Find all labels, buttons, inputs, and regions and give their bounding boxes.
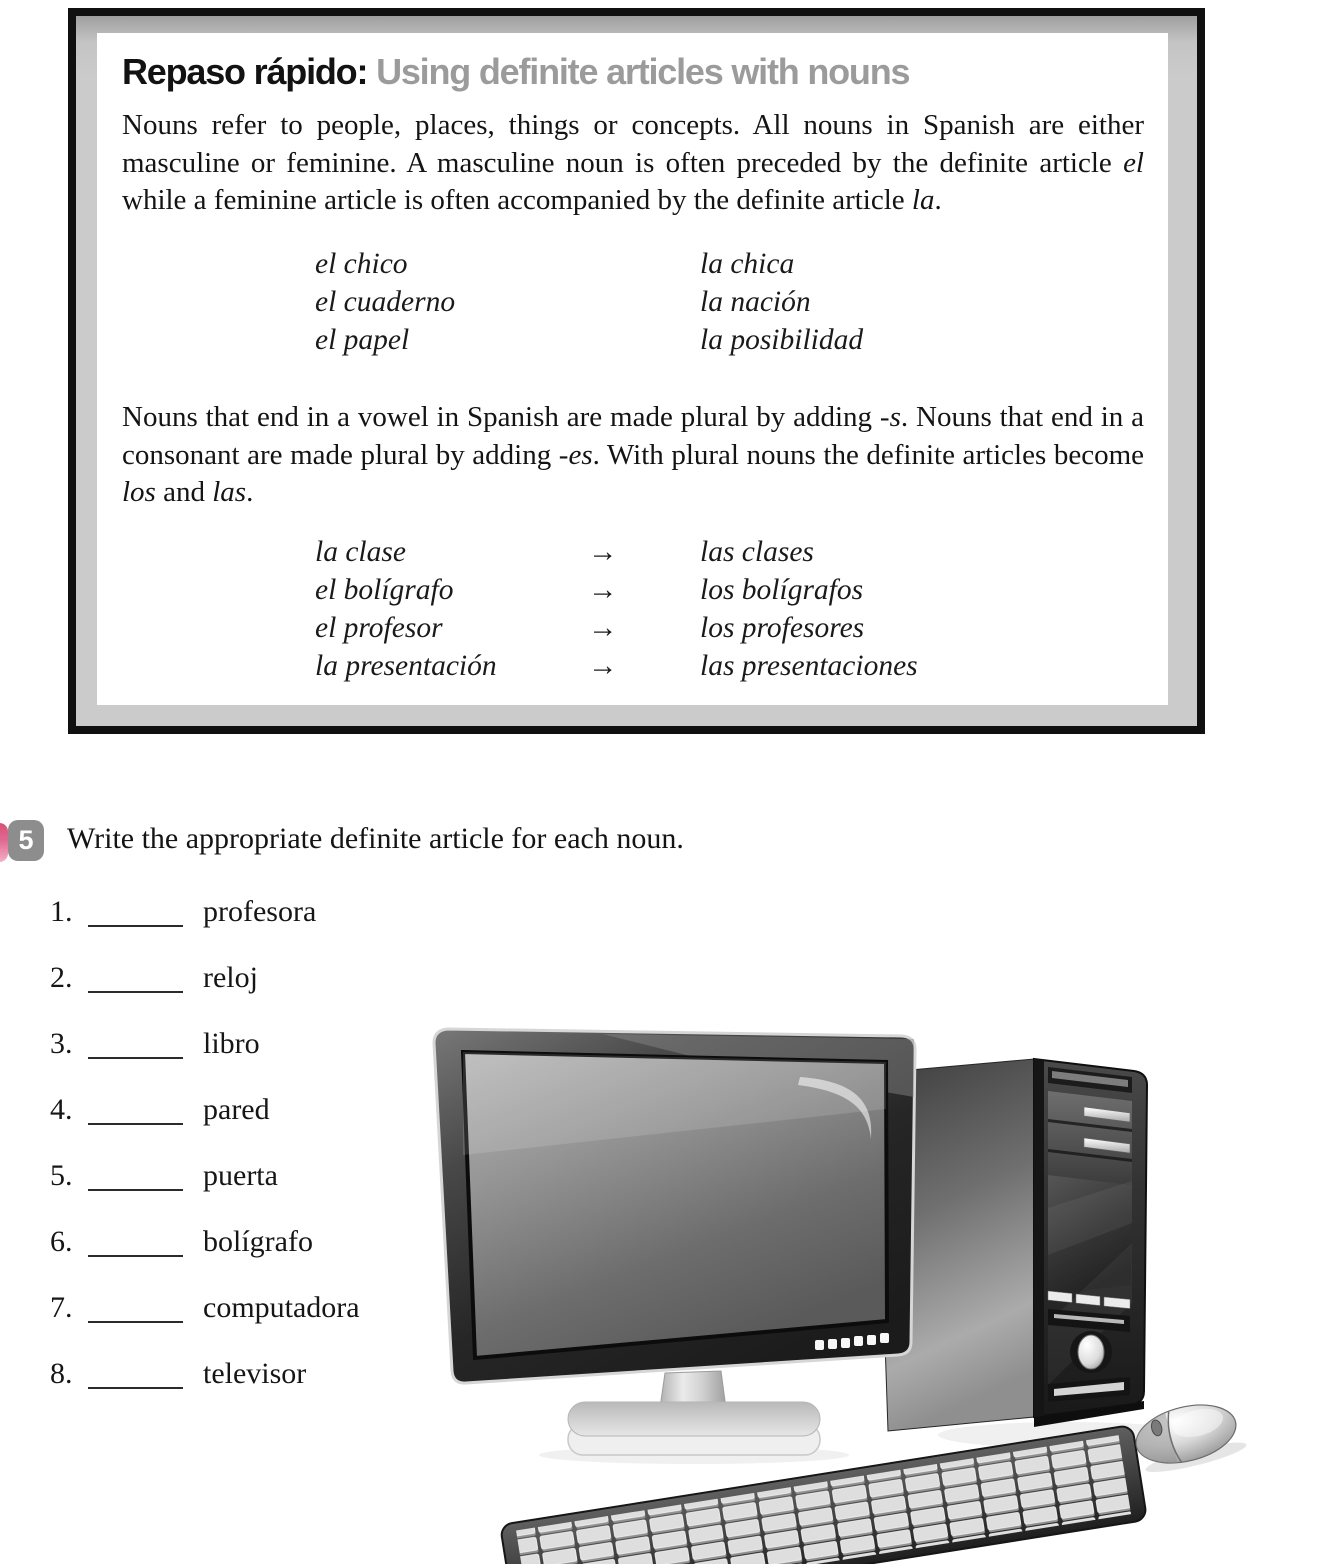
list-item [0, 960, 440, 1026]
list-item [0, 894, 440, 960]
answer-blank[interactable] [88, 991, 183, 993]
example-singular: la clase [315, 536, 406, 568]
item-number: 5. [50, 1159, 73, 1192]
computer-illustration [418, 1003, 1326, 1564]
text-segment: la [911, 184, 935, 216]
list-item [0, 1356, 440, 1422]
example-row [315, 647, 918, 685]
text-segment: while a feminine article is often accompanied by the definite article [122, 184, 912, 216]
arrow-icon: → [588, 574, 618, 606]
arrow-icon: → [588, 650, 618, 682]
review-title [122, 51, 909, 93]
example-singular: el bolígrafo [315, 574, 454, 606]
tower-graphic [876, 1059, 1147, 1431]
text-segment: -es [558, 438, 593, 471]
singular-examples [315, 245, 864, 359]
exercise-list [0, 894, 440, 1422]
text-segment: . [246, 476, 254, 508]
answer-blank[interactable] [88, 1057, 183, 1059]
paragraph-2 [122, 399, 1144, 512]
example-row [315, 283, 811, 321]
text-segment: . [934, 184, 942, 216]
answer-blank[interactable] [88, 1387, 183, 1389]
item-number: 1. [50, 895, 73, 928]
text-segment: and [155, 476, 213, 508]
example-masculine: el cuaderno [315, 286, 456, 318]
item-number: 8. [50, 1357, 73, 1390]
text-segment: Nouns refer to people, places, things or concepts. All nouns in Spanish are either masculine or feminine. A masculine noun is often preceded by the definite article [122, 109, 1144, 179]
item-number: 2. [50, 961, 73, 994]
item-number: 3. [50, 1027, 73, 1060]
item-noun: pared [203, 1093, 270, 1126]
list-item [0, 1290, 440, 1356]
answer-blank[interactable] [88, 1321, 183, 1323]
text-segment: -s [879, 401, 901, 433]
item-noun: computadora [203, 1291, 360, 1324]
example-row [315, 245, 795, 283]
example-plural: los bolígrafos [700, 574, 864, 606]
item-number: 6. [50, 1225, 73, 1258]
list-item [0, 1026, 440, 1092]
item-noun: puerta [203, 1159, 278, 1192]
answer-blank[interactable] [88, 925, 183, 927]
example-row [315, 571, 864, 609]
example-plural: los profesores [700, 612, 865, 644]
paragraph-1 [122, 107, 1144, 220]
text-segment: las [212, 476, 247, 508]
answer-blank[interactable] [88, 1189, 183, 1191]
mouse-graphic [1130, 1394, 1248, 1478]
exercise-prompt: Write the appropriate definite article for each noun. [67, 822, 684, 855]
example-plural: las presentaciones [700, 650, 918, 682]
item-number: 4. [50, 1093, 73, 1126]
example-row [315, 321, 864, 359]
page-edge-tab [0, 823, 8, 862]
text-segment: los [122, 476, 156, 508]
arrow-icon: → [588, 536, 618, 568]
item-noun: bolígrafo [203, 1225, 313, 1258]
example-row [315, 609, 865, 647]
text-segment: . With plural nouns the definite articles become [592, 438, 1145, 471]
item-number: 7. [50, 1291, 73, 1324]
answer-blank[interactable] [88, 1123, 183, 1125]
text-segment: Nouns that end in a vowel in Spanish are made plural by adding [122, 401, 880, 433]
list-item [0, 1158, 440, 1224]
monitor-stand-base-top [568, 1402, 820, 1436]
item-noun: reloj [203, 961, 258, 994]
example-masculine: el papel [315, 324, 410, 356]
item-noun: televisor [203, 1357, 307, 1390]
exercise-number-badge: 5 [8, 820, 44, 861]
example-row [315, 533, 814, 571]
review-title-primary: Repaso rápido: [122, 51, 368, 92]
review-box [68, 8, 1205, 734]
review-title-secondary: Using definite articles with nouns [376, 51, 910, 92]
example-feminine: la nación [700, 286, 811, 318]
example-feminine: la posibilidad [700, 324, 864, 356]
arrow-icon: → [588, 612, 618, 644]
text-segment: el [1123, 146, 1144, 179]
list-item [0, 1224, 440, 1290]
example-singular: la presentación [315, 650, 497, 682]
example-singular: el profesor [315, 612, 443, 644]
review-panel [97, 33, 1168, 705]
list-item [0, 1092, 440, 1158]
example-masculine: el chico [315, 248, 408, 280]
monitor-graphic [434, 1029, 915, 1455]
item-noun: profesora [203, 895, 317, 928]
item-noun: libro [203, 1027, 260, 1060]
answer-blank[interactable] [88, 1255, 183, 1257]
example-plural: las clases [700, 536, 814, 568]
plural-examples [315, 533, 918, 685]
text-segment: . Nouns that end in a consonant are made plural by adding [122, 401, 1145, 471]
example-feminine: la chica [700, 248, 795, 280]
